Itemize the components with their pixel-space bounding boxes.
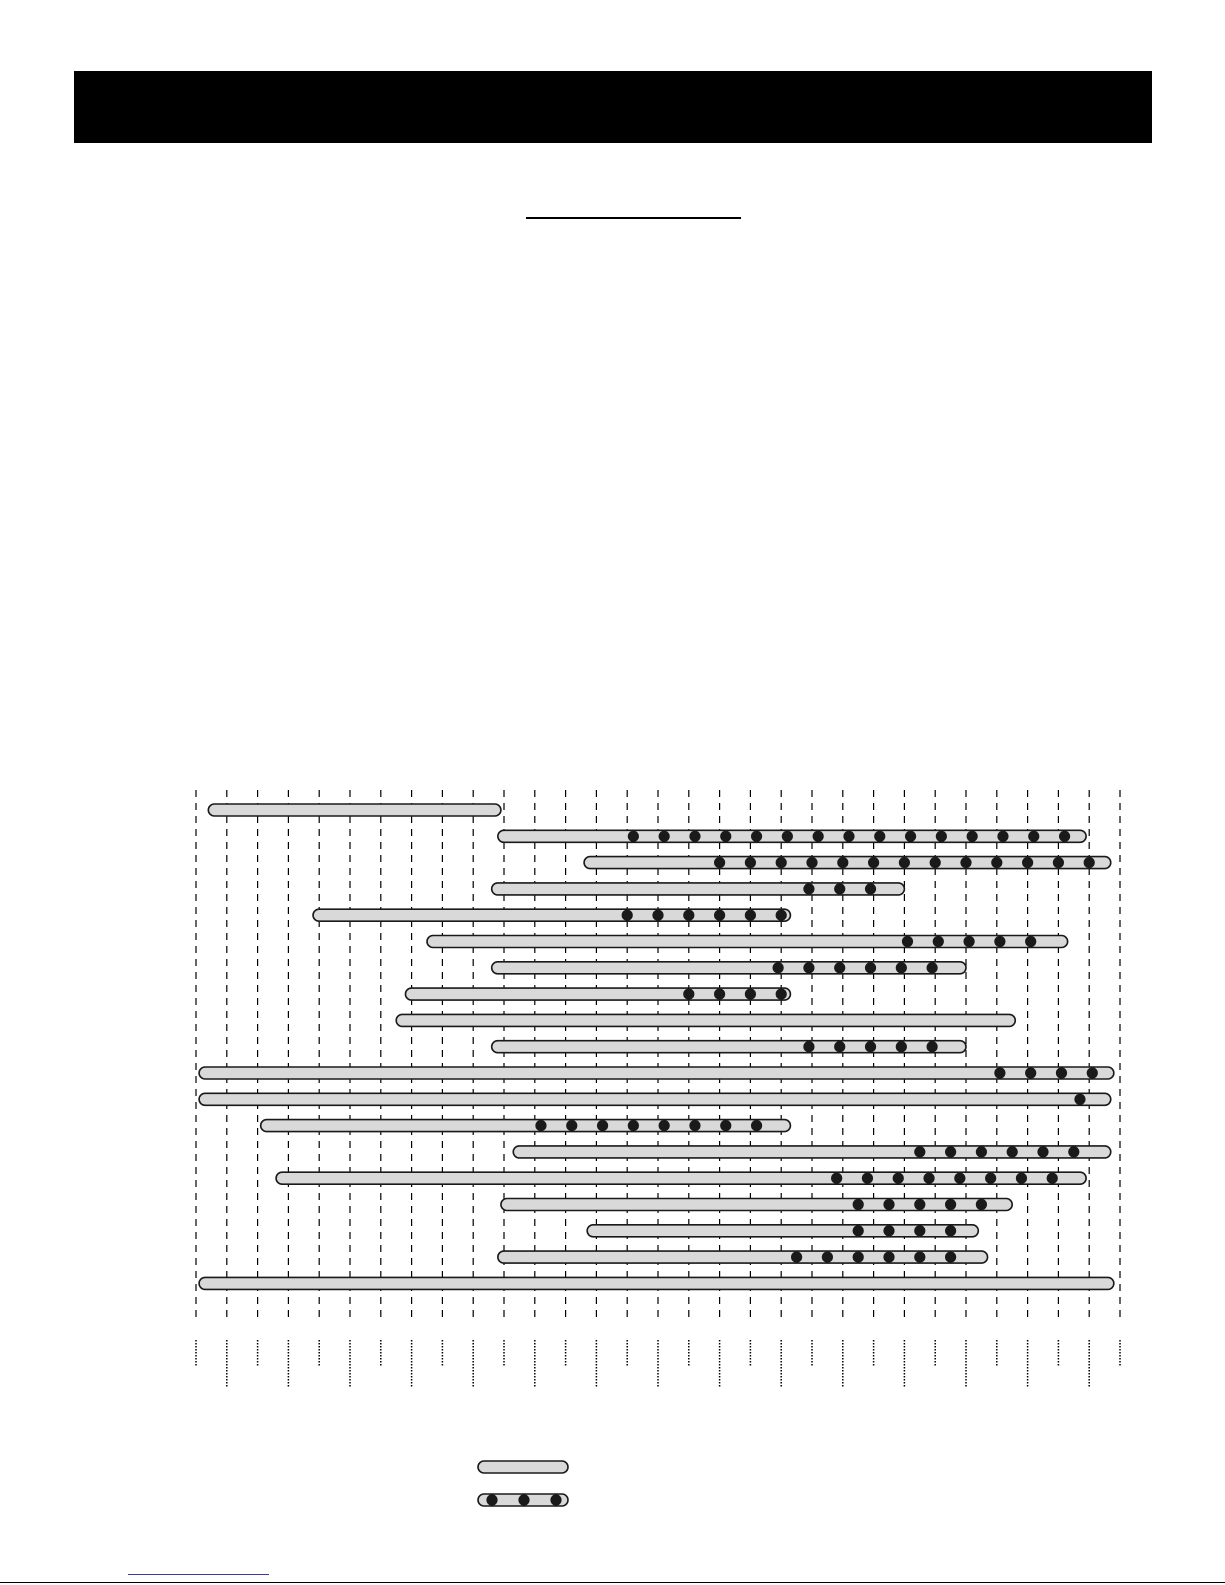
progress-dot	[1025, 936, 1036, 947]
progress-dot	[865, 883, 876, 894]
progress-dot	[837, 857, 848, 868]
progress-dot	[822, 1252, 833, 1263]
progress-dot	[902, 936, 913, 947]
progress-dot	[1037, 1146, 1048, 1157]
progress-dot	[803, 962, 814, 973]
progress-dot	[745, 857, 756, 868]
progress-dot	[806, 857, 817, 868]
progress-dot	[1087, 1067, 1098, 1078]
progress-dot	[874, 831, 885, 842]
progress-dot	[745, 989, 756, 1000]
progress-dot	[914, 1225, 925, 1236]
legend-dot	[486, 1494, 497, 1505]
progress-dot	[997, 831, 1008, 842]
progress-dot	[834, 962, 845, 973]
progress-dot	[831, 1173, 842, 1184]
task-bar	[199, 1067, 1114, 1079]
progress-dot	[773, 962, 784, 973]
legend-plain-bar	[478, 1461, 568, 1473]
progress-dot	[936, 831, 947, 842]
progress-dot	[883, 1199, 894, 1210]
progress-dot	[714, 910, 725, 921]
progress-dot	[933, 936, 944, 947]
progress-dot	[1007, 1146, 1018, 1157]
progress-dot	[720, 831, 731, 842]
progress-dot	[853, 1252, 864, 1263]
progress-dot	[960, 857, 971, 868]
progress-dot	[991, 857, 1002, 868]
progress-dot	[927, 1041, 938, 1052]
task-bar	[396, 1014, 1015, 1026]
tick-marks	[196, 1340, 1120, 1388]
progress-dot	[566, 1120, 577, 1131]
progress-dot	[865, 962, 876, 973]
progress-dot	[622, 910, 633, 921]
task-bar	[501, 1199, 1012, 1211]
progress-dot	[689, 831, 700, 842]
progress-dot	[1056, 1067, 1067, 1078]
progress-dot	[1047, 1173, 1058, 1184]
progress-dot	[776, 857, 787, 868]
progress-dot	[945, 1225, 956, 1236]
progress-dot	[1053, 857, 1064, 868]
progress-dot	[1068, 1146, 1079, 1157]
task-bar	[492, 962, 966, 974]
task-bar	[513, 1146, 1111, 1158]
task-bar	[199, 1093, 1111, 1105]
progress-dot	[782, 831, 793, 842]
progress-dot	[776, 989, 787, 1000]
progress-dot	[834, 1041, 845, 1052]
progress-dot	[883, 1252, 894, 1263]
progress-dot	[914, 1146, 925, 1157]
progress-dot	[905, 831, 916, 842]
progress-dot	[994, 936, 1005, 947]
progress-dot	[659, 831, 670, 842]
progress-dot	[1016, 1173, 1027, 1184]
progress-dot	[659, 1120, 670, 1131]
progress-dot	[689, 1120, 700, 1131]
progress-dot	[803, 883, 814, 894]
task-bar	[492, 1041, 966, 1053]
progress-dot	[714, 989, 725, 1000]
progress-dot	[994, 1067, 1005, 1078]
progress-dot	[628, 831, 639, 842]
progress-dot	[967, 831, 978, 842]
task-bar	[261, 1120, 791, 1132]
task-bar	[405, 988, 790, 1000]
progress-dot	[976, 1199, 987, 1210]
progress-dot	[976, 1146, 987, 1157]
progress-dot	[751, 831, 762, 842]
progress-dot	[652, 910, 663, 921]
progress-dot	[945, 1199, 956, 1210]
progress-dot	[803, 1041, 814, 1052]
progress-dot	[1022, 857, 1033, 868]
legend-dot	[518, 1494, 529, 1505]
progress-dot	[954, 1173, 965, 1184]
task-bar	[208, 804, 501, 816]
progress-dot	[683, 910, 694, 921]
progress-dot	[1059, 831, 1070, 842]
task-bar	[498, 1251, 988, 1263]
footer-link[interactable]	[128, 1574, 269, 1575]
progress-dot	[813, 831, 824, 842]
progress-dot	[791, 1252, 802, 1263]
progress-dot	[853, 1199, 864, 1210]
progress-dot	[883, 1225, 894, 1236]
progress-dot	[914, 1199, 925, 1210]
progress-dot	[930, 857, 941, 868]
progress-dot	[1074, 1094, 1085, 1105]
progress-dot	[683, 989, 694, 1000]
progress-dot	[896, 962, 907, 973]
progress-dot	[963, 936, 974, 947]
bars	[199, 804, 1114, 1289]
progress-dot	[1025, 1067, 1036, 1078]
progress-dot	[985, 1173, 996, 1184]
progress-dot	[834, 883, 845, 894]
progress-dot	[945, 1146, 956, 1157]
task-bar	[199, 1277, 1114, 1289]
progress-dot	[745, 910, 756, 921]
legend	[478, 1461, 568, 1506]
progress-dot	[893, 1173, 904, 1184]
progress-dot	[776, 910, 787, 921]
progress-dot	[714, 857, 725, 868]
progress-dot	[751, 1120, 762, 1131]
progress-dot	[843, 831, 854, 842]
progress-dot	[535, 1120, 546, 1131]
footer-rule	[0, 1582, 1225, 1583]
progress-dot	[927, 962, 938, 973]
progress-dot	[1028, 831, 1039, 842]
progress-dot	[899, 857, 910, 868]
progress-dot	[923, 1173, 934, 1184]
progress-dot	[597, 1120, 608, 1131]
progress-dot	[720, 1120, 731, 1131]
legend-dot	[550, 1494, 561, 1505]
progress-dot	[868, 857, 879, 868]
progress-dot	[853, 1225, 864, 1236]
progress-dot	[628, 1120, 639, 1131]
progress-dot	[896, 1041, 907, 1052]
progress-dot	[914, 1252, 925, 1263]
progress-dot	[945, 1252, 956, 1263]
progress-dot	[1084, 857, 1095, 868]
progress-dot	[862, 1173, 873, 1184]
progress-dot	[865, 1041, 876, 1052]
